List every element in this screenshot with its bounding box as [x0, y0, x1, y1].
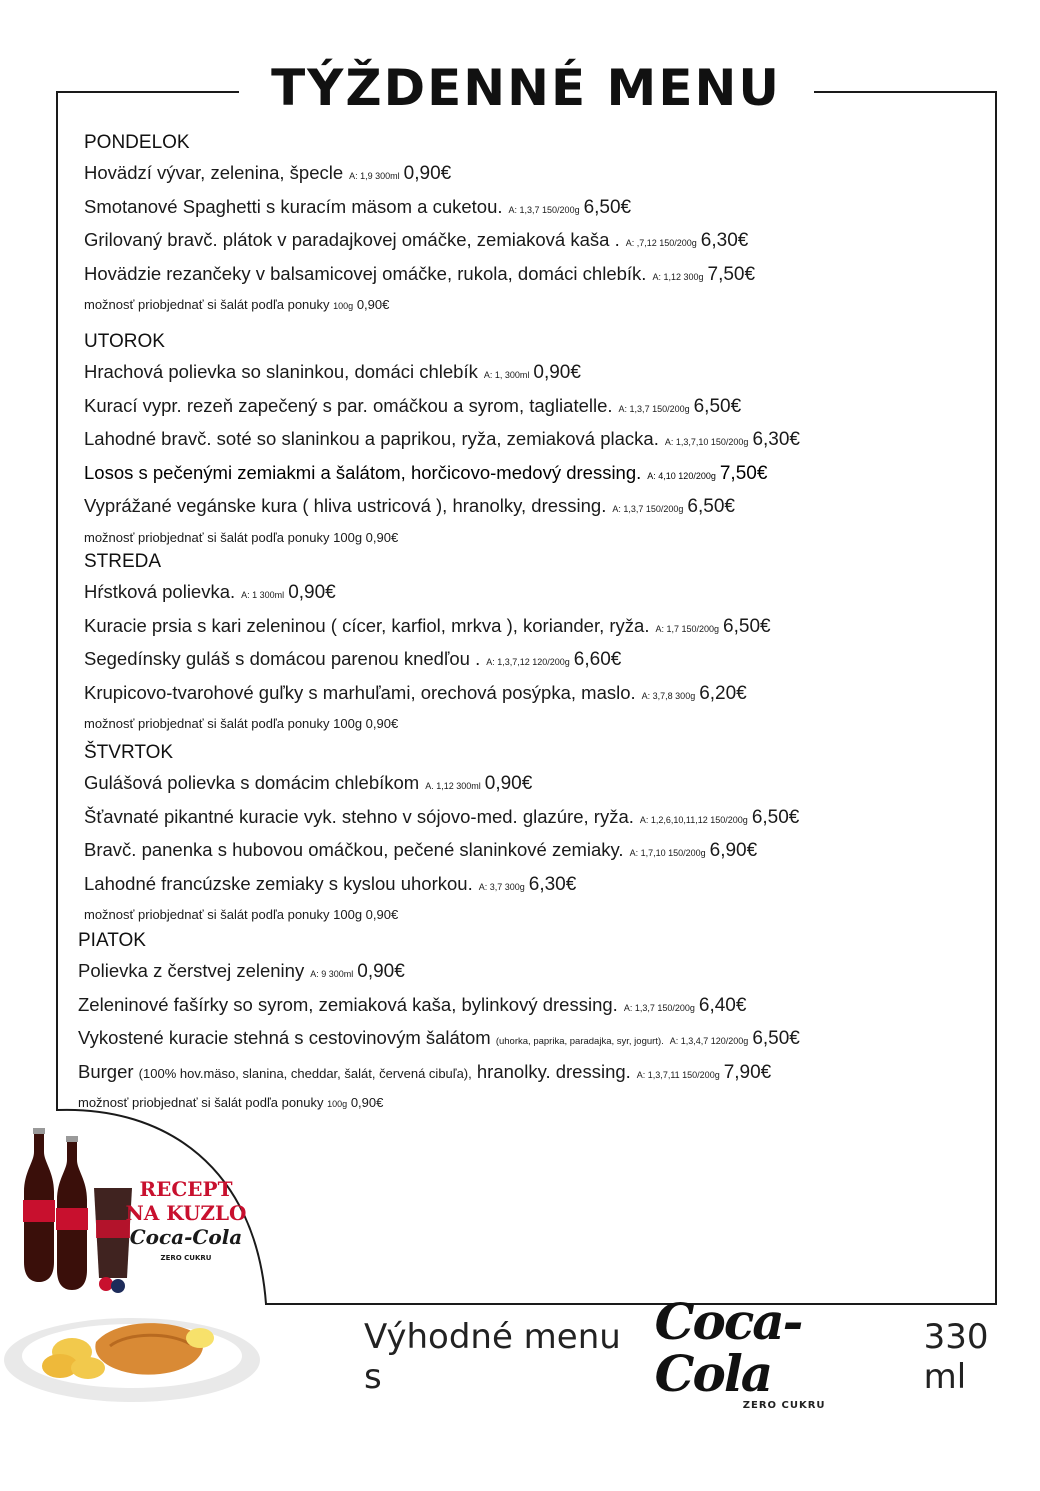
salad-option [84, 711, 944, 737]
frame-left [56, 91, 58, 1111]
allergen-info: A: 1,3,7,12 120/200g [486, 657, 570, 667]
item-name: Grilovaný bravč. plátok v paradajkovej omáčke, zemiaková kaša . [84, 229, 620, 250]
salad-price: 0,90€ [356, 297, 390, 312]
menu-item [84, 259, 944, 293]
salad-text: možnosť priobjednať si šalát podľa ponuky 100g 0,90€ [84, 907, 399, 922]
item-price: 7,50€ [707, 263, 756, 285]
allergen-info: A: 1,7,10 150/200g [629, 848, 706, 858]
allergen-info: A: 1,3,7 150/200g [612, 504, 684, 514]
item-name: Polievka z čerstvej zeleniny [78, 960, 305, 981]
menu-item [84, 835, 944, 869]
allergen-info: A: 1,3,7 150/200g [623, 1002, 695, 1013]
salad-price: 0,90€ [350, 1095, 384, 1110]
item-price: 6,60€ [573, 649, 622, 670]
allergen-info: A: 1, 300ml [483, 370, 530, 380]
item-price: 0,90€ [403, 163, 452, 184]
frame-right [995, 91, 997, 1305]
day-friday [78, 928, 938, 1117]
menu-item [84, 869, 944, 903]
item-detail: (uhorka, paprika, paradajka, syr, jogurt). [495, 1036, 664, 1047]
item-price: 0,90€ [533, 362, 581, 383]
menu-item [84, 458, 944, 492]
brand-name: Coca-Cola [654, 1291, 802, 1403]
menu-item [78, 1023, 938, 1057]
frame-top-right [814, 91, 997, 93]
item-detail: (100% hov.mäso, slanina, cheddar, šalát, červená cibuľa), [138, 1065, 472, 1081]
allergen-info: A. 1,12 300ml [425, 781, 481, 791]
item-name: Lahodné francúzske zemiaky s kyslou uhorkou. [84, 872, 473, 894]
allergen-info: A: 1,3,4,7 120/200g [669, 1036, 749, 1046]
item-name: Vyprážané vegánske kura ( hliva ustricová ), hranolky, dressing. [84, 495, 607, 516]
item-price: 0,90€ [484, 773, 533, 794]
item-name: Šťavnaté pikantné kuracie vyk. stehno v sójovo-med. glazúre, ryža. [84, 805, 634, 827]
item-name: Burger [78, 1060, 134, 1082]
menu-item [84, 802, 944, 836]
item-price: 6,90€ [709, 840, 758, 861]
day-monday [84, 130, 944, 319]
allergen-info: A: 9 300ml [310, 969, 354, 979]
day-title: PONDELOK [84, 132, 190, 153]
item-price: 6,50€ [752, 1028, 800, 1049]
item-name: Kuracie prsia s kari zeleninou ( cícer, karfiol, mrkva ), koriander, ryža. [84, 614, 650, 636]
menu-item [84, 491, 944, 525]
item-price: 6,30€ [752, 429, 800, 450]
menu-item [84, 644, 944, 678]
item-price: 0,90€ [288, 582, 336, 603]
item-price: 7,90€ [723, 1061, 772, 1083]
menu-item [84, 158, 944, 192]
day-tuesday [84, 329, 944, 551]
svg-text:NA KUZLO: NA KUZLO [125, 1201, 247, 1225]
salad-weight: 100g [333, 301, 354, 311]
salad-weight: 100g [327, 1099, 348, 1109]
item-price: 7,50€ [719, 462, 768, 484]
menu-item [84, 577, 944, 611]
menu-item [84, 611, 944, 645]
item-name: Smotanové Spaghetti s kuracím mäsom a cuketou. [84, 195, 503, 217]
item-price: 6,30€ [700, 230, 749, 251]
item-name: Krupicovo-tvarohové guľky s marhuľami, orechová posýpka, maslo. [84, 681, 636, 703]
item-name: Hovädzí vývar, zelenina, špecle [84, 162, 344, 183]
day-title: PIATOK [78, 930, 146, 951]
item-name: Lahodné bravč. soté so slaninkou a paprikou, ryža, zemiaková placka. [84, 428, 659, 449]
item-name: Hovädzie rezančeky v balsamicovej omáčke, rukola, domáci chlebík. [84, 262, 647, 284]
item-price: 6,40€ [698, 994, 747, 1016]
allergen-info: A: 1,2,6,10,11,12 150/200g [639, 814, 748, 825]
day-wednesday [84, 549, 944, 737]
svg-text:Coca-Cola: Coca-Cola [129, 1225, 243, 1249]
coca-cola-meal-illustration [0, 1120, 300, 1420]
plate-icon [4, 1318, 260, 1402]
salad-text: možnosť priobjednať si šalát podľa ponuky [84, 297, 330, 312]
brand-sub: ZERO CUKRU [742, 1399, 826, 1411]
allergen-info: A: 1,3,7,11 150/200g [636, 1069, 720, 1080]
item-price: 6,50€ [687, 496, 735, 517]
salad-option [78, 1090, 938, 1117]
allergen-info: A: 1,7 150/200g [655, 623, 720, 634]
item-name: Hrachová polievka so slaninkou, domáci chlebík [84, 361, 478, 382]
menu-item [84, 225, 944, 259]
promo-banner [364, 1291, 1040, 1411]
cap-icon [111, 1279, 125, 1293]
item-name: Losos s pečenými zemiakmi a šalátom, horčicovo-medový dressing. [84, 461, 642, 483]
salad-option [84, 525, 944, 551]
day-title: UTOROK [84, 331, 165, 352]
menu-item [84, 391, 944, 425]
menu-item [84, 192, 944, 226]
allergen-info: A: 1,3,7 150/200g [618, 403, 690, 414]
menu-item [84, 424, 944, 458]
allergen-info: A: 4,10 120/200g [647, 470, 716, 481]
item-name: Gulášová polievka s domácim chlebíkom [84, 772, 420, 793]
menu-item [78, 956, 938, 990]
item-name: Kurací vypr. rezeň zapečený s par. omáčkou a syrom, tagliatelle. [84, 394, 613, 416]
item-price: 6,50€ [723, 615, 771, 637]
allergen-info: A: 1,3,7,10 150/200g [664, 437, 749, 447]
item-name: Segedínsky guláš s domácou parenou knedľou . [84, 648, 481, 669]
svg-text:ZERO CUKRU: ZERO CUKRU [160, 1254, 212, 1262]
item-extra: hranolky. dressing. [476, 1060, 631, 1082]
item-price: 6,50€ [751, 806, 800, 828]
allergen-info: A: 1,3,7 150/200g [508, 204, 580, 215]
promo-volume: 330 ml [923, 1317, 989, 1397]
bottle-icon [23, 1128, 55, 1282]
item-name: Hŕstková polievka. [84, 581, 236, 602]
item-price: 0,90€ [357, 961, 405, 982]
salad-text: možnosť priobjednať si šalát podľa ponuky [78, 1095, 324, 1110]
day-title: ŠTVRTOK [84, 742, 174, 763]
recipe-logo [126, 1177, 247, 1262]
salad-option [84, 902, 944, 928]
allergen-info: A: 3,7,8 300g [641, 690, 696, 701]
frame-top-left [56, 91, 239, 93]
bottle-icon [56, 1136, 88, 1290]
day-title: STREDA [84, 551, 162, 572]
salad-text: možnosť priobjednať si šalát podľa ponuky 100g 0,90€ [84, 529, 399, 545]
item-name: Vykostené kuracie stehná s cestovinovým šalátom [78, 1027, 491, 1048]
day-thursday [84, 740, 944, 928]
page-title: TÝŽDENNÉ MENU [271, 59, 781, 117]
allergen-info: A: 3,7 300g [478, 881, 525, 892]
item-price: 6,50€ [693, 395, 742, 417]
menu-item [84, 357, 944, 391]
allergen-info: A: 1,9 300ml [349, 171, 400, 181]
menu-item [78, 1057, 938, 1091]
item-name: Bravč. panenka s hubovou omáčkou, pečené slaninkové zemiaky. [84, 839, 624, 860]
menu-item [84, 678, 944, 712]
coca-cola-logo [654, 1291, 914, 1411]
allergen-info: A: 1,12 300g [652, 271, 704, 282]
salad-option [84, 292, 944, 319]
menu-item [78, 990, 938, 1024]
svg-text:RECEPT: RECEPT [139, 1177, 233, 1201]
item-price: 6,50€ [583, 196, 632, 218]
promo-text: Výhodné menu s [364, 1317, 621, 1397]
allergen-info: A: 1 300ml [241, 590, 285, 600]
salad-text: možnosť priobjednať si šalát podľa ponuky 100g 0,90€ [84, 716, 399, 731]
allergen-info: A: ,7,12 150/200g [625, 238, 697, 248]
item-name: Zeleninové fašírky so syrom, zemiaková kaša, bylinkový dressing. [78, 993, 618, 1015]
menu-item [84, 768, 944, 802]
cap-icon [99, 1277, 113, 1291]
item-price: 6,20€ [699, 682, 747, 704]
item-price: 6,30€ [528, 873, 577, 895]
